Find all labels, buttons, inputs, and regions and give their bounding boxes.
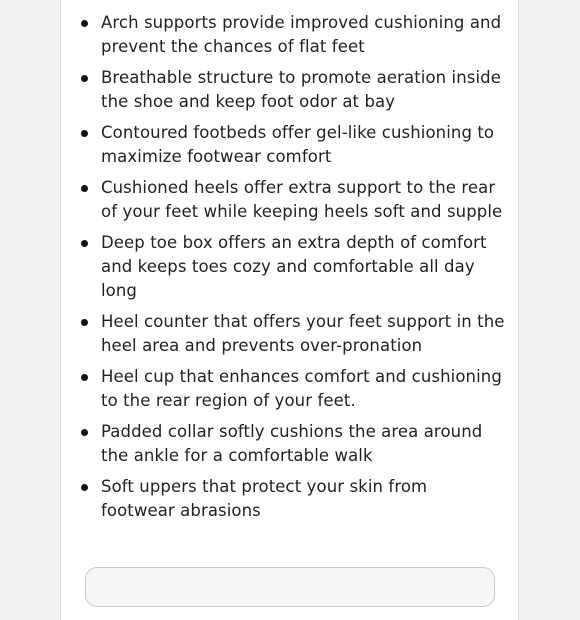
bullet-icon bbox=[81, 75, 88, 82]
list-item bbox=[101, 231, 506, 303]
feature-text: Breathable structure to promote aeration inside the shoe and keep foot odor at bay bbox=[101, 68, 502, 111]
list-item bbox=[101, 11, 506, 59]
list-item bbox=[101, 310, 506, 358]
bullet-icon bbox=[81, 130, 88, 137]
feature-text: Deep toe box offers an extra depth of comfort and keeps toes cozy and comfortable all day long bbox=[101, 233, 487, 300]
feature-text: Padded collar softly cushions the area around the ankle for a comfortable walk bbox=[101, 422, 483, 465]
bullet-icon bbox=[81, 20, 88, 27]
bottom-input-field[interactable] bbox=[85, 567, 495, 607]
features-list bbox=[101, 11, 506, 530]
feature-text: Contoured footbeds offer gel-like cushioning to maximize footwear comfort bbox=[101, 123, 495, 166]
list-item bbox=[101, 420, 506, 468]
feature-text: Heel cup that enhances comfort and cushioning to the rear region of your feet. bbox=[101, 367, 502, 410]
bullet-icon bbox=[81, 374, 88, 381]
list-item bbox=[101, 66, 506, 114]
list-item bbox=[101, 176, 506, 224]
feature-text: Cushioned heels offer extra support to the rear of your feet while keeping heels soft and supple bbox=[101, 178, 503, 221]
list-item bbox=[101, 365, 506, 413]
bullet-icon bbox=[81, 319, 88, 326]
bullet-icon bbox=[81, 429, 88, 436]
list-item bbox=[101, 475, 506, 523]
list-item bbox=[101, 121, 506, 169]
feature-text: Heel counter that offers your feet support in the heel area and prevents over-pronation bbox=[101, 312, 505, 355]
cropped-heading-text bbox=[170, 0, 370, 2]
bullet-icon bbox=[81, 240, 88, 247]
feature-text: Soft uppers that protect your skin from footwear abrasions bbox=[101, 477, 428, 520]
feature-text: Arch supports provide improved cushioning and prevent the chances of flat feet bbox=[101, 13, 502, 56]
bullet-icon bbox=[81, 185, 88, 192]
bullet-icon bbox=[81, 484, 88, 491]
